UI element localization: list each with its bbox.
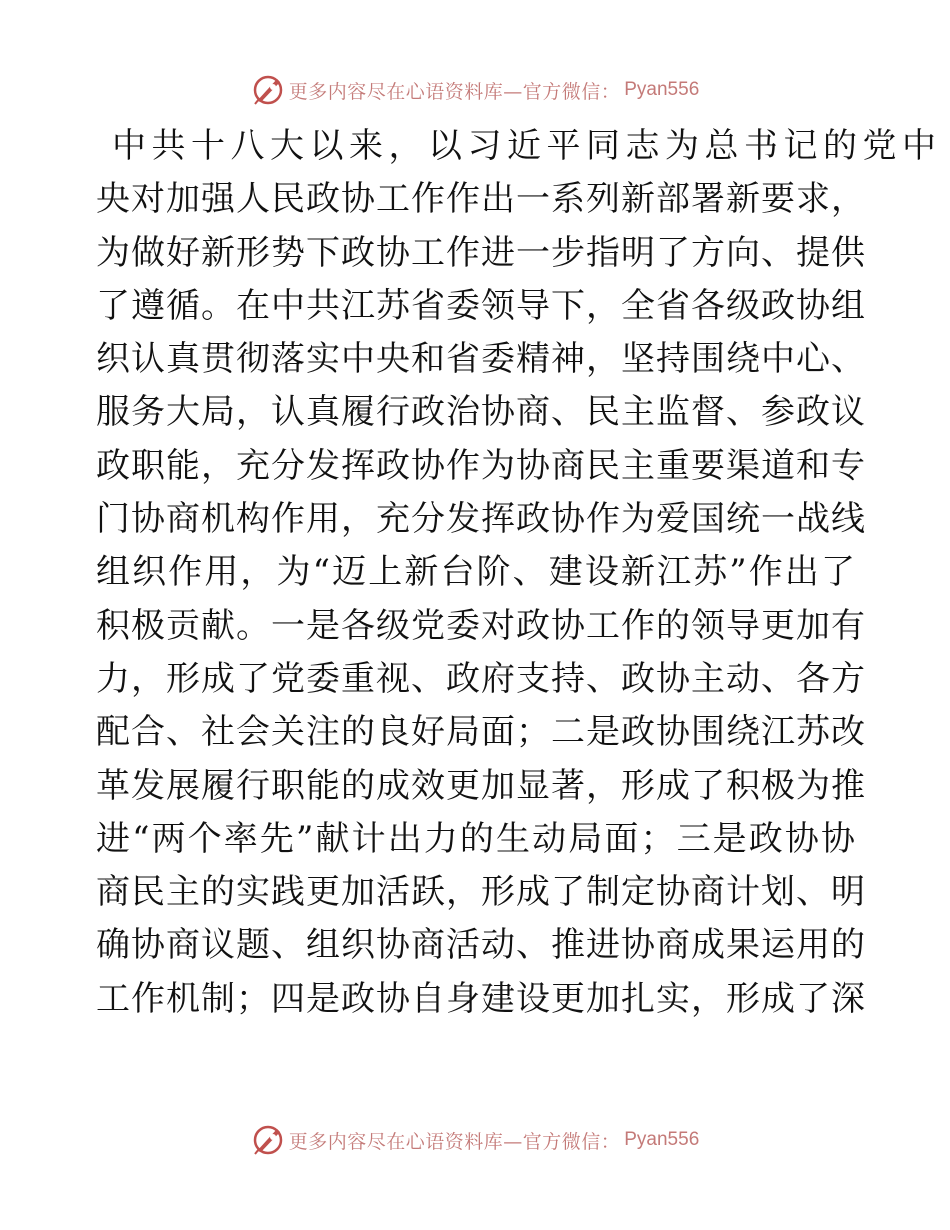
banner-text: 更多内容尽在心语资料库—官方微信： xyxy=(288,1130,621,1153)
feather-pen-circle-icon xyxy=(251,1123,285,1157)
header-banner-content xyxy=(251,73,700,107)
feather-pen-circle-icon xyxy=(251,73,285,107)
body-line: 央对加强人民政协工作作出一系列新部署新要求， xyxy=(96,179,866,220)
body-line: 商民主的实践更加活跃，形成了制定协商计划、明 xyxy=(96,872,866,913)
body-line: 政职能，充分发挥政协作为协商民主重要渠道和专 xyxy=(96,445,866,486)
body-line: 进“两个率先”献计出力的生动局面；三是政协协 xyxy=(96,818,856,859)
banner-text: 更多内容尽在心语资料库—官方微信： xyxy=(288,80,621,103)
header-banner xyxy=(0,70,950,110)
footer-banner-content xyxy=(251,1123,700,1157)
body-line: 了遵循。在中共江苏省委领导下，全省各级政协组 xyxy=(96,285,866,326)
body-line: 中共十八大以来，以习近平同志为总书记的党中 xyxy=(112,126,942,166)
body-line: 服务大局，认真履行政治协商、民主监督、参政议 xyxy=(96,392,866,433)
body-line: 为做好新形势下政协工作进一步指明了方向、提供 xyxy=(96,232,866,273)
body-line: 确协商议题、组织协商活动、推进协商成果运用的 xyxy=(96,925,866,966)
body-line: 力，形成了党委重视、政府支持、政协主动、各方 xyxy=(96,658,866,699)
body-line: 组织作用，为“迈上新台阶、建设新江苏”作出了 xyxy=(96,552,856,593)
banner-wechat-handle: Pyan556 xyxy=(624,79,700,100)
footer-banner xyxy=(0,1120,950,1160)
body-line: 革发展履行职能的成效更加显著，形成了积极为推 xyxy=(96,765,866,806)
body-line: 积极贡献。一是各级党委对政协工作的领导更加有 xyxy=(96,605,866,646)
document-body xyxy=(96,120,942,1026)
body-line: 配合、社会关注的良好局面；二是政协围绕江苏改 xyxy=(96,712,866,753)
body-line: 门协商机构作用，充分发挥政协作为爱国统一战线 xyxy=(96,499,866,540)
body-line: 织认真贯彻落实中央和省委精神，坚持围绕中心、 xyxy=(96,339,866,380)
body-line: 工作机制；四是政协自身建设更加扎实，形成了深 xyxy=(96,978,866,1019)
banner-wechat-handle: Pyan556 xyxy=(624,1129,700,1150)
